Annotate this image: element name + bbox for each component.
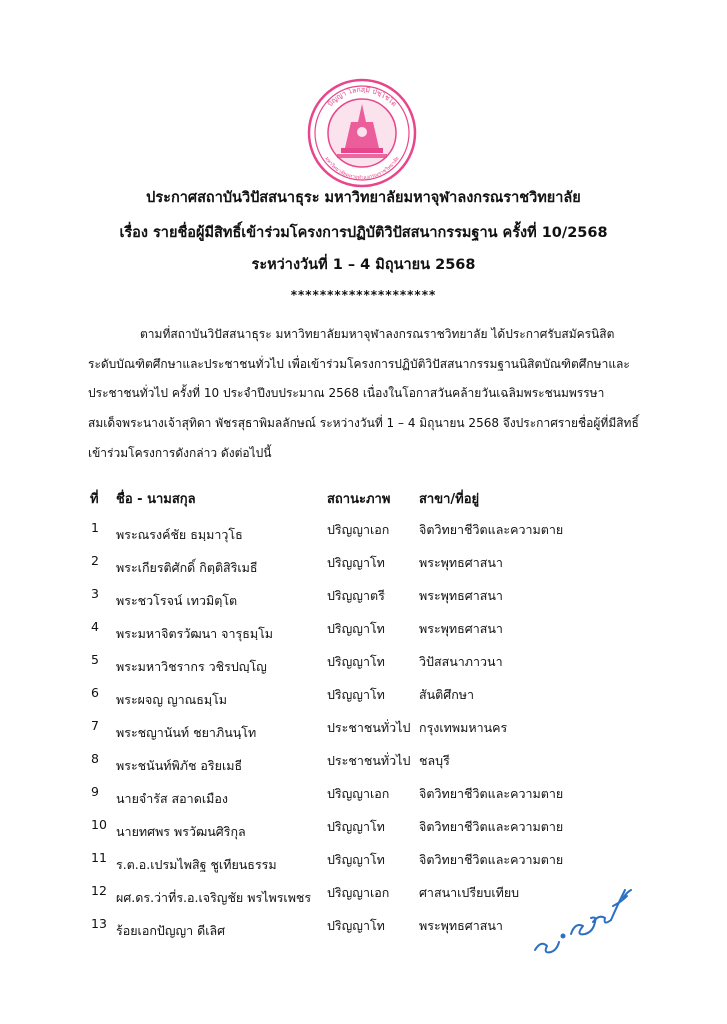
row-status: ประชาชนทั่วไป (327, 720, 411, 735)
row-number: 8 (91, 751, 99, 766)
table-row (0, 685, 727, 715)
row-number: 3 (91, 586, 99, 601)
row-name: พระชญานันท์ ชยาภินนฺโท (116, 725, 257, 740)
announcement-dates: ระหว่างวันที่ 1 – 4 มิถุนายน 2568 (251, 257, 476, 273)
table-row (0, 586, 727, 616)
row-number: 13 (91, 916, 107, 931)
body-paragraph-line-2: ระดับบัณฑิตศึกษาและประชาชนทั่วไป เพื่อเข้าร่วมโครงการปฏิบัติวิปัสสนากรรมฐานนิสิตบัณฑิตศึกษาและ (88, 357, 630, 371)
row-name: พระชวโรจน์ เทวมิตฺโต (116, 593, 238, 608)
table-row (0, 619, 727, 649)
row-dept: ศาสนาเปรียบเทียบ (419, 885, 520, 900)
seal-motto: ปัญญา โลกสฺมึ ปชฺโชโต (325, 85, 399, 109)
row-dept: พระพุทธศาสนา (419, 621, 503, 636)
row-status: ประชาชนทั่วไป (327, 753, 411, 768)
table-row (0, 784, 727, 814)
row-number: 12 (91, 883, 107, 898)
row-status: ปริญญาโท (327, 852, 385, 867)
row-number: 1 (91, 520, 99, 535)
table-header-dept: สาขา/ที่อยู่ (419, 492, 480, 507)
body-paragraph-line-1: ตามที่สถาบันวิปัสสนาธุระ มหาวิทยาลัยมหาจุฬาลงกรณราชวิทยาลัย ได้ประกาศรับสมัครนิสิต (140, 327, 615, 341)
row-status: ปริญญาโท (327, 918, 385, 933)
university-seal (307, 78, 417, 188)
row-number: 11 (91, 850, 107, 865)
row-name: พระมหาวิชรากร วชิรปญฺโญ (116, 659, 267, 674)
table-row (0, 553, 727, 583)
row-dept: พระพุทธศาสนา (419, 555, 503, 570)
row-name: ผศ.ดร.ว่าที่ร.อ.เจริญชัย พรไพรเพชร (116, 890, 312, 905)
row-dept: ชลบุรี (419, 753, 450, 768)
body-paragraph-line-3: ประชาชนทั่วไป ครั้งที่ 10 ประจำปีงบประมาณ 2568 เนื่องในโอกาสวันคล้ายวันเฉลิมพระชนมพรรษา (88, 386, 605, 400)
row-dept: วิปัสสนาภาวนา (419, 654, 503, 669)
body-paragraph-line-5: เข้าร่วมโครงการดังกล่าว ดังต่อไปนี้ (88, 446, 272, 460)
row-number: 10 (91, 817, 107, 832)
row-dept: จิตวิทยาชีวิตและความตาย (419, 786, 564, 801)
table-row (0, 520, 727, 550)
row-status: ปริญญาเอก (327, 786, 390, 801)
row-status: ปริญญาโท (327, 819, 385, 834)
table-row (0, 718, 727, 748)
row-status: ปริญญาโท (327, 555, 385, 570)
separator: ******************** (290, 288, 437, 302)
announcement-subject: เรื่อง รายชื่อผู้มีสิทธิ์เข้าร่วมโครงการปฏิบัติวิปัสสนากรรมฐาน ครั้งที่ 10/2568 (119, 225, 608, 241)
table-row (0, 817, 727, 847)
body-paragraph-line-4: สมเด็จพระนางเจ้าสุทิดา พัชรสุธาพิมลลักษณ์ ระหว่างวันที่ 1 – 4 มิถุนายน 2568 จึงประกาศรายชื่อผู้ที่มีสิทธิ์ (88, 416, 639, 430)
row-dept: พระพุทธศาสนา (419, 918, 503, 933)
table-header-status: สถานะภาพ (327, 492, 391, 507)
row-dept: พระพุทธศาสนา (419, 588, 503, 603)
row-name: ร้อยเอกปัญญา ดีเลิศ (116, 923, 226, 938)
row-name: พระมหาจิตรวัฒนา จารุธมฺโม (116, 626, 274, 641)
row-name: พระเกียรติศักดิ์ กิตฺติสิริเมธี (116, 560, 258, 575)
row-name: นายทศพร พรวัฒนศิริกุล (116, 824, 246, 839)
table-row (0, 751, 727, 781)
row-dept: จิตวิทยาชีวิตและความตาย (419, 852, 564, 867)
row-status: ปริญญาโท (327, 654, 385, 669)
announcement-title: ประกาศสถาบันวิปัสสนาธุระ มหาวิทยาลัยมหาจุฬาลงกรณราชวิทยาลัย (146, 190, 581, 206)
row-number: 6 (91, 685, 99, 700)
row-dept: จิตวิทยาชีวิตและความตาย (419, 522, 564, 537)
table-header-no: ที่ (90, 492, 99, 507)
row-number: 4 (91, 619, 99, 634)
row-name: พระผจญ ญาณธมฺโม (116, 692, 228, 707)
row-status: ปริญญาเอก (327, 522, 390, 537)
seal-ring-text: มหาวิทยาลัยมหาจุฬาลงกรณราชวิทยาลัย (323, 155, 401, 181)
row-number: 9 (91, 784, 99, 799)
row-dept: กรุงเทพมหานคร (419, 720, 508, 735)
row-name: พระณรงค์ชัย ธมฺมาวุโธ (116, 527, 243, 542)
row-dept: สันติศึกษา (419, 687, 475, 702)
row-status: ปริญญาตรี (327, 588, 385, 603)
row-status: ปริญญาโท (327, 687, 385, 702)
table-header-name: ชื่อ - นามสกุล (116, 492, 196, 507)
row-name: พระชนันท์พิภัช อริยเมธี (116, 758, 243, 773)
handwritten-signature (527, 876, 637, 966)
row-status: ปริญญาโท (327, 621, 385, 636)
row-name: นายจำรัส สอาดเมือง (116, 791, 228, 806)
row-name: ร.ต.อ.เปรมไพสิฐ ชูเทียนธรรม (116, 857, 277, 872)
table-row (0, 652, 727, 682)
row-number: 7 (91, 718, 99, 733)
row-dept: จิตวิทยาชีวิตและความตาย (419, 819, 564, 834)
row-number: 5 (91, 652, 99, 667)
row-number: 2 (91, 553, 99, 568)
row-status: ปริญญาเอก (327, 885, 390, 900)
